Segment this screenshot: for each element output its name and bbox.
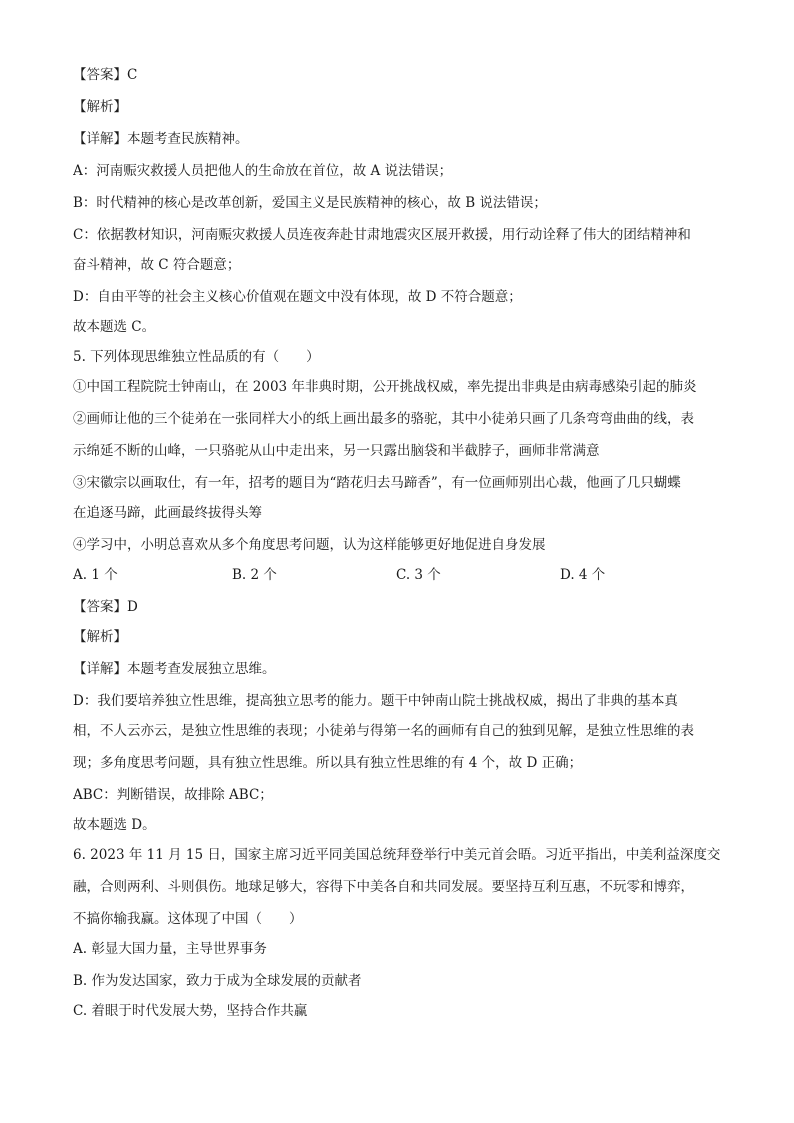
q5-item: 示绵延不断的山峰，一只骆驼从山中走出来，另一只露出脑袋和半截脖子，画师非常满意 — [73, 443, 600, 459]
q5-stem: 5. 下列体现思维独立性品质的有（ ） — [73, 349, 320, 365]
q5-analysis-heading: 【解析】 — [73, 629, 127, 645]
q4-answer: 【答案】C — [73, 67, 138, 83]
q5-explanation-line: 相，不人云亦云，是独立性思维的表现；小徒弟与得第一名的画师有自己的独到见解，是独立性思维的表 — [73, 723, 694, 739]
q4-analysis-heading: 【解析】 — [73, 99, 127, 115]
q4-explanation-line: 奋斗精神，故 C 符合题意； — [73, 257, 241, 273]
q5-explanation-line: 故本题选 D。 — [73, 817, 156, 833]
q5-explanation-line: 现；多角度思考问题，具有独立性思维。所以具有独立性思维的有 4 个，故 D 正确； — [73, 755, 583, 771]
q4-explanation-line: B：时代精神的核心是改革创新，爱国主义是民族精神的核心，故 B 说法错误； — [73, 195, 547, 211]
q6-stem: 融，合则两利、斗则俱伤。地球足够大，容得下中美各自和共同发展。要坚持互利互惠，不玩零和博弈， — [73, 879, 694, 895]
q6-stem: 不搞你输我赢。这体现了中国（ ） — [73, 911, 303, 927]
q5-option-d: D. 4 个 — [560, 567, 606, 583]
q5-explanation-line: ABC：判断错误，故排除 ABC； — [73, 787, 273, 803]
q4-explanation-line: 故本题选 C。 — [73, 319, 156, 335]
q6-stem: 6. 2023 年 11 月 15 日，国家主席习近平同美国总统拜登举行中美元首会晤。习近平指出，中美利益深度交 — [73, 847, 721, 863]
q5-option-a: A. 1 个 — [73, 567, 118, 583]
q6-option-a: A. 彰显大国力量，主导世界事务 — [73, 941, 267, 957]
q5-option-c: C. 3 个 — [396, 567, 441, 583]
q5-explanation-line: D：我们要培养独立性思维，提高独立思考的能力。题干中钟南山院士挑战权威，揭出了非典的基本真 — [73, 693, 678, 709]
q5-item: ①中国工程院院士钟南山，在 2003 年非典时期，公开挑战权威，率先提出非典是由病毒感染引起的肺炎 — [73, 379, 697, 395]
q5-answer: 【答案】D — [73, 599, 138, 615]
q5-options — [73, 565, 733, 585]
q5-item: ②画师让他的三个徒弟在一张同样大小的纸上画出最多的骆驼，其中小徒弟只画了几条弯弯曲曲的线，表 — [73, 411, 694, 427]
q6-option-b: B. 作为发达国家，致力于成为全球发展的贡献者 — [73, 973, 362, 989]
q4-explanation-line: C：依据教材知识，河南赈灾救援人员连夜奔赴甘肃地震灾区展开救援，用行动诠释了伟大的团结精神和 — [73, 227, 691, 243]
q5-item: ③宋徽宗以画取仕，有一年，招考的题目为“踏花归去马蹄香”，有一位画师别出心裁，他画了几只蝴蝶 — [73, 475, 681, 491]
q5-option-b: B. 2 个 — [232, 567, 277, 583]
q6-option-c: C. 着眼于时代发展大势，坚持合作共赢 — [73, 1003, 308, 1019]
q5-detail-heading: 【详解】本题考查发展独立思维。 — [73, 661, 276, 677]
q5-item: ④学习中，小明总喜欢从多个角度思考问题，认为这样能够更好地促进自身发展 — [73, 537, 546, 553]
q5-item: 在追逐马蹄，此画最终拔得头筹 — [73, 505, 262, 521]
q4-explanation-line: D：自由平等的社会主义核心价值观在题文中没有体现，故 D 不符合题意； — [73, 289, 522, 305]
q4-explanation-line: A：河南赈灾救援人员把他人的生命放在首位，故 A 说法错误； — [73, 163, 453, 179]
q4-detail-heading: 【详解】本题考查民族精神。 — [73, 131, 249, 147]
